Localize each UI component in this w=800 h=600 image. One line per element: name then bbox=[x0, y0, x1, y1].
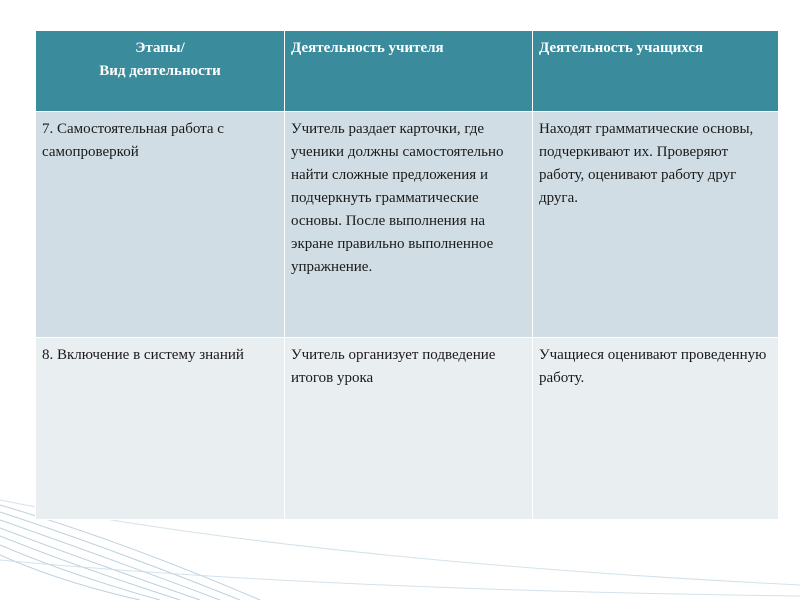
table-header-row bbox=[36, 31, 779, 112]
cell-stage: 7. Самостоятельная работа с самопроверкой bbox=[36, 112, 285, 338]
cell-teacher: Учитель раздает карточки, где ученики должны самостоятельно найти сложные предложения и подчеркнуть грамматические основы. После выполнения на экране правильно выполненное упражнение. bbox=[285, 112, 533, 338]
header-stages: Этапы/ Вид деятельности bbox=[36, 31, 285, 112]
cell-teacher: Учитель организует подведение итогов урока bbox=[285, 338, 533, 520]
cell-students: Находят грамматические основы, подчеркивают их. Проверяют работу, оценивают работу друг друга. bbox=[533, 112, 779, 338]
table-row bbox=[36, 338, 779, 520]
table-row bbox=[36, 112, 779, 338]
header-teacher-activity: Деятельность учителя bbox=[285, 31, 533, 112]
lesson-table bbox=[35, 30, 779, 520]
header-student-activity: Деятельность учащихся bbox=[533, 31, 779, 112]
cell-students: Учащиеся оценивают проведенную работу. bbox=[533, 338, 779, 520]
cell-stage: 8. Включение в систему знаний bbox=[36, 338, 285, 520]
